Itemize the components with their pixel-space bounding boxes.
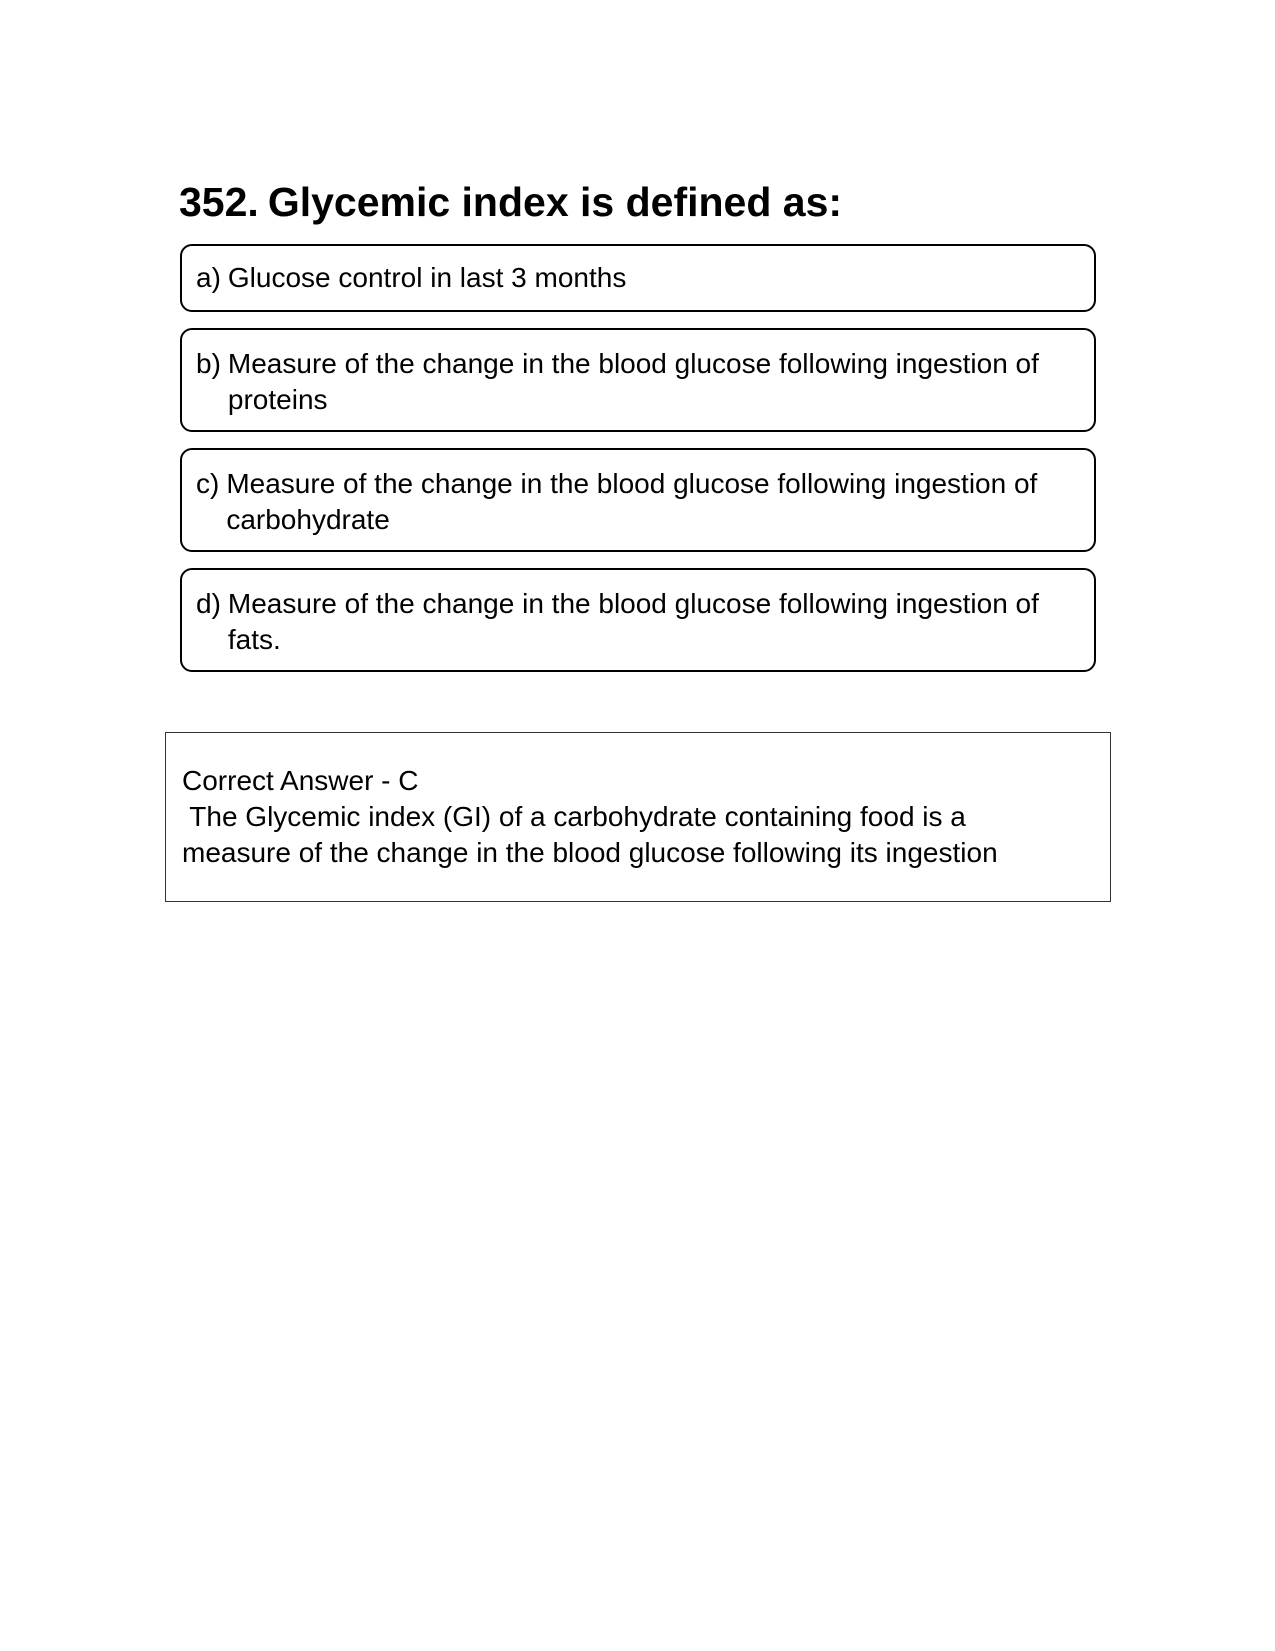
option-c[interactable] bbox=[180, 448, 1096, 552]
option-text: Measure of the change in the blood glucose following ingestion of proteins bbox=[227, 348, 1039, 415]
answer-box bbox=[165, 732, 1111, 902]
option-letter: c) bbox=[196, 468, 220, 499]
option-b[interactable] bbox=[180, 328, 1096, 432]
option-d[interactable] bbox=[180, 568, 1096, 672]
answer-explanation-line-2: measure of the change in the blood glucose following its ingestion bbox=[182, 837, 998, 868]
question-heading bbox=[179, 178, 842, 226]
correct-answer-heading: Correct Answer - C bbox=[182, 765, 419, 796]
option-letter: d) bbox=[196, 588, 221, 619]
answer-explanation-line-1: The Glycemic index (GI) of a carbohydrate containing food is a bbox=[182, 801, 966, 832]
option-letter: b) bbox=[196, 348, 221, 379]
question-text: Glycemic index is defined as: bbox=[267, 179, 843, 225]
option-text: Glucose control in last 3 months bbox=[227, 262, 627, 293]
options-list bbox=[180, 244, 1096, 688]
option-text: Measure of the change in the blood glucose following ingestion of carbohydrate bbox=[226, 468, 1038, 535]
option-text: Measure of the change in the blood glucose following ingestion of fats. bbox=[227, 588, 1039, 655]
option-a[interactable] bbox=[180, 244, 1096, 312]
question-number: 352. bbox=[179, 179, 259, 225]
option-letter: a) bbox=[196, 262, 221, 293]
